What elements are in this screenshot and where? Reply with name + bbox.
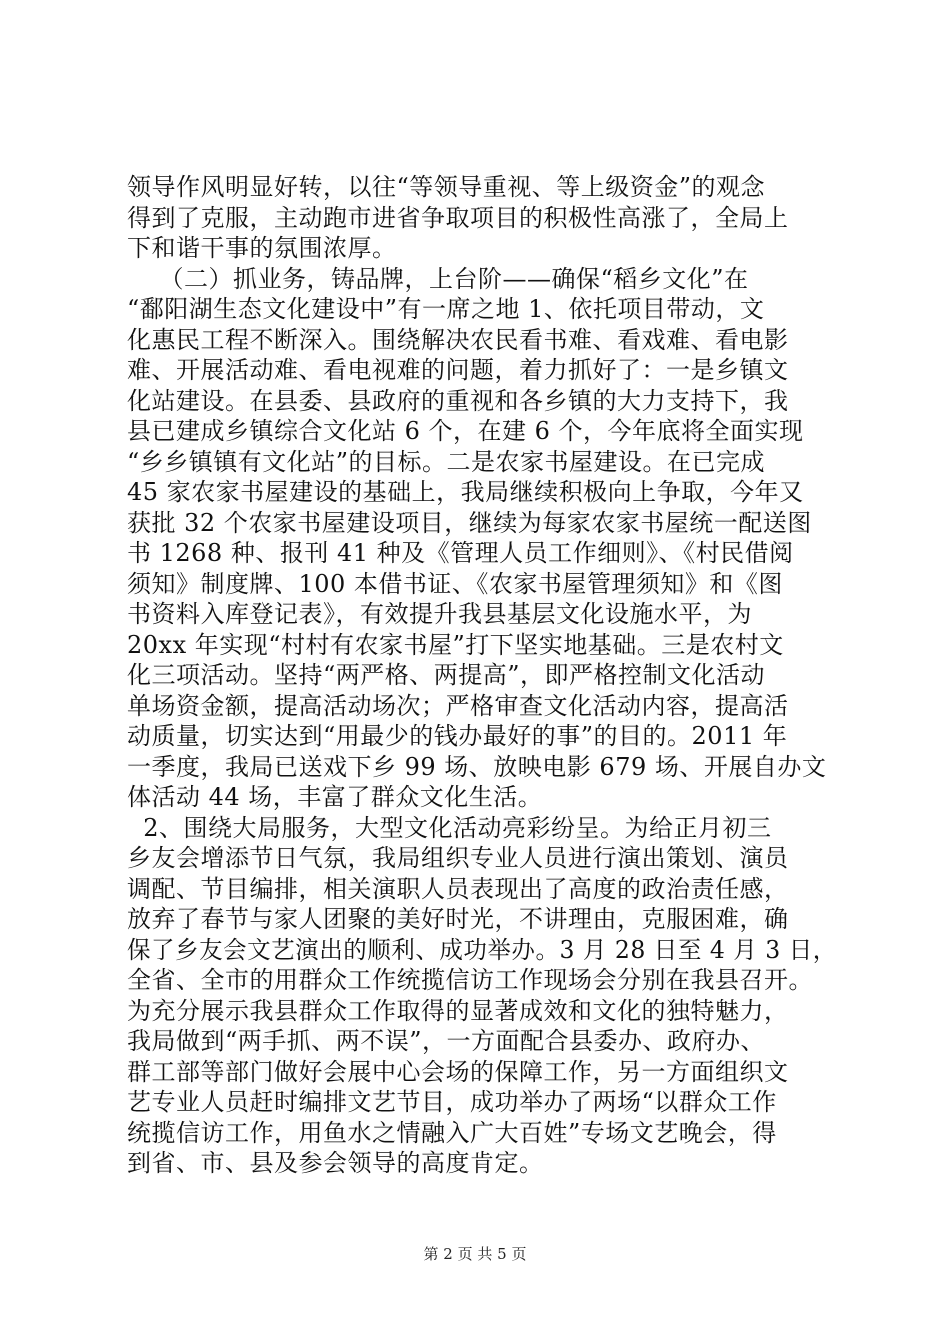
text-line: “鄱阳湖生态文化建设中”有一席之地 1、依托项目带动，文 bbox=[127, 295, 765, 323]
text-line: 动质量，切实达到“用最少的钱办最好的事”的目的。2011 年 bbox=[127, 722, 788, 750]
text-line: 书 1268 种、报刊 41 种及《管理人员工作细则》、《村民借阅 bbox=[127, 539, 794, 567]
text-line: 须知》制度牌、100 本借书证、《农家书屋管理须知》和《图 bbox=[127, 569, 783, 598]
text-line: 乡友会增添节日气氛，我局组织专业人员进行演出策划、演员 bbox=[127, 844, 789, 872]
text-line: 化惠民工程不断深入。围绕解决农民看书难、看戏难、看电影 bbox=[127, 325, 789, 354]
text-line: 下和谐干事的氛围浓厚。 bbox=[127, 234, 397, 262]
page-footer: 第 2 页 共 5 页 bbox=[423, 1245, 527, 1263]
text-line: “乡乡镇镇有文化站”的目标。二是农家书屋建设。在已完成 bbox=[127, 447, 766, 476]
text-line: 保了乡友会文艺演出的顺利、成功举办。3 月 28 日至 4 月 3 日， bbox=[127, 935, 837, 964]
text-line: 体活动 44 场，丰富了群众文化生活。 bbox=[127, 783, 543, 811]
text-line: 得到了克服，主动跑市进省争取项目的积极性高涨了，全局上 bbox=[127, 203, 789, 232]
text-line: 单场资金额，提高活动场次；严格审查文化活动内容，提高活 bbox=[127, 691, 789, 720]
text-line: 艺专业人员赶时编排文艺节目，成功举办了两场“以群众工作 bbox=[127, 1088, 777, 1116]
text-line: 县已建成乡镇综合文化站 6 个，在建 6 个，今年底将全面实现 bbox=[127, 417, 804, 445]
text-line: 化站建设。在县委、县政府的重视和各乡镇的大力支持下，我 bbox=[127, 386, 789, 415]
text-line: 统揽信访工作，用鱼水之情融入广大百姓”专场文艺晚会，得 bbox=[127, 1118, 777, 1147]
text-line: 获批 32 个农家书屋建设项目，继续为每家农家书屋统一配送图 bbox=[127, 508, 812, 537]
document-body bbox=[127, 172, 837, 1179]
text-line: 2、围绕大局服务，大型文化活动亮彩纷呈。为给正月初三 bbox=[127, 813, 772, 842]
text-line: 难、开展活动难、看电视难的问题，着力抓好了：一是乡镇文 bbox=[127, 356, 789, 384]
text-line: 一季度，我局已送戏下乡 99 场、放映电影 679 场、开展自办文 bbox=[127, 752, 827, 781]
text-line: 为充分展示我县群众工作取得的显著成效和文化的独特魅力， bbox=[127, 996, 789, 1025]
text-line: 领导作风明显好转，以往“等领导重视、等上级资金”的观念 bbox=[127, 173, 766, 201]
text-line: 化三项活动。坚持“两严格、两提高”，即严格控制文化活动 bbox=[127, 661, 766, 689]
text-line: 放弃了春节与家人团聚的美好时光，不讲理由，克服困难，确 bbox=[127, 905, 789, 933]
text-line: （二）抓业务，铸品牌，上台阶——确保“稻乡文化”在 bbox=[127, 264, 749, 293]
text-line: 45 家农家书屋建设的基础上，我局继续积极向上争取，今年又 bbox=[127, 478, 804, 506]
text-line: 到省、市、县及参会领导的高度肯定。 bbox=[127, 1149, 544, 1177]
text-line: 调配、节目编排，相关演职人员表现出了高度的政治责任感， bbox=[127, 874, 789, 903]
text-line: 群工部等部门做好会展中心会场的保障工作，另一方面组织文 bbox=[127, 1057, 789, 1086]
text-line: 书资料入库登记表》，有效提升我县基层文化设施水平，为 bbox=[127, 600, 752, 628]
text-line: 我局做到“两手抓、两不误”，一方面配合县委办、政府办、 bbox=[127, 1027, 766, 1055]
text-line: 20xx 年实现“村村有农家书屋”打下坚实地基础。三是农村文 bbox=[127, 630, 784, 659]
text-line: 全省、全市的用群众工作统揽信访工作现场会分别在我县召开。 bbox=[127, 966, 813, 994]
